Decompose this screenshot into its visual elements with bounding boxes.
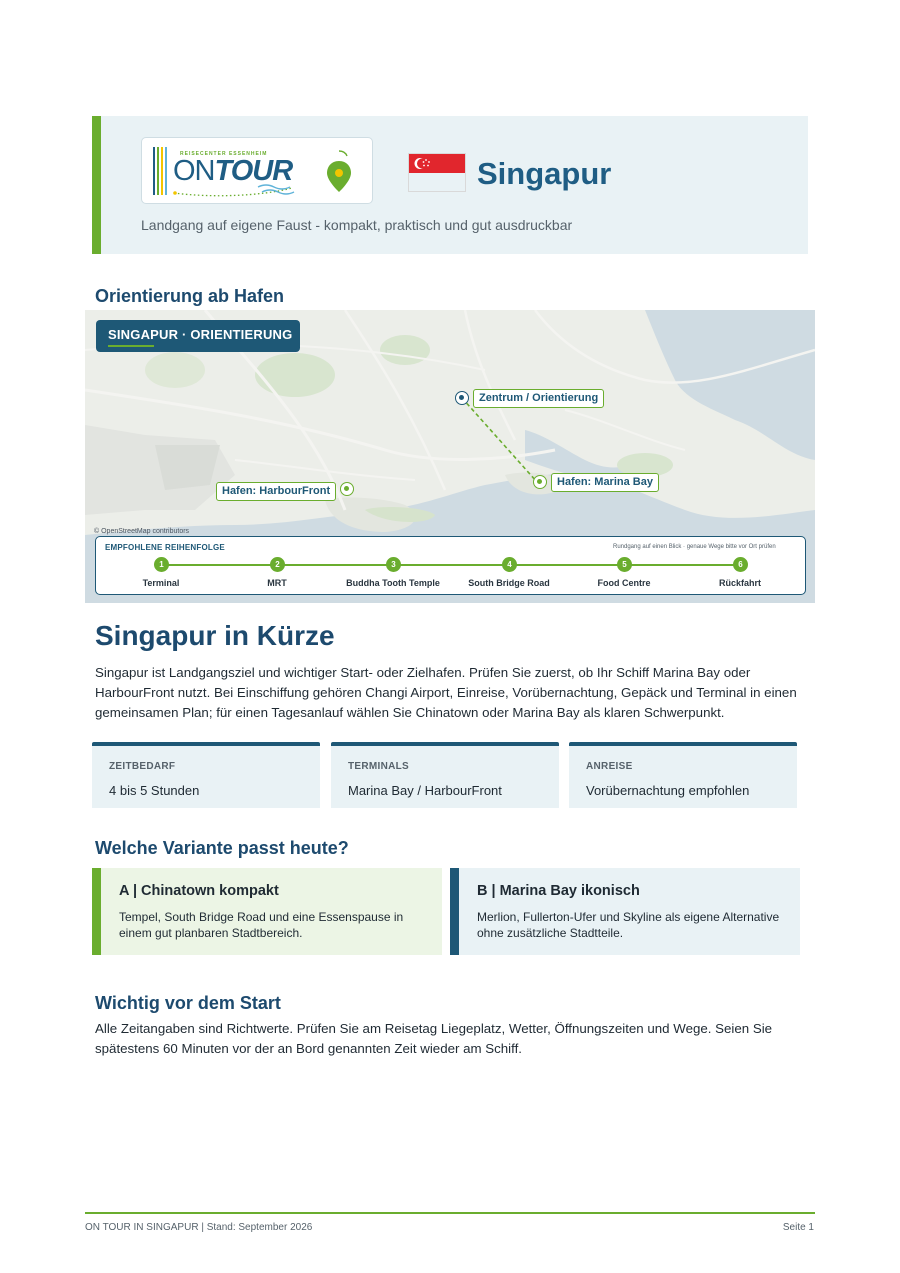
ontour-logo [141, 137, 373, 204]
route-step-label: MRT [267, 578, 287, 588]
route-step-label: Rückfahrt [718, 578, 761, 588]
map-badge-underline [108, 345, 154, 347]
map-attribution: © OpenStreetMap contributors [94, 528, 190, 535]
route-step-number: 2 [270, 557, 285, 572]
route-step-label: Food Centre [597, 578, 651, 588]
variant-b-title: B | Marina Bay ikonisch [477, 883, 640, 899]
route-step-number: 6 [733, 557, 748, 572]
fact-card-value: Vorübernachtung empfohlen [586, 783, 750, 798]
logo-wave-icon [172, 182, 322, 198]
harbourfront-marker-icon [340, 482, 354, 496]
logo-brand-on: ON [173, 155, 215, 187]
route-step-label: Terminal [142, 578, 180, 588]
page-title: Singapur [477, 156, 612, 191]
flag-crescent-stars-icon [413, 156, 435, 171]
map-label-harbourfront: Hafen: HarbourFront [216, 482, 336, 501]
route-step-label: South Bridge Road [468, 578, 550, 588]
route-steps-panel [95, 536, 806, 595]
route-title: EMPFOHLENE REIHENFOLGE [105, 543, 225, 552]
route-step-number: 3 [386, 557, 401, 572]
location-pin-icon [326, 150, 352, 194]
route-step-number: 4 [502, 557, 517, 572]
variant-a-text: Tempel, South Bridge Road und eine Essenspause in einem gut planbaren Stadtbereich. [119, 910, 404, 940]
variant-b-card [450, 868, 800, 955]
center-marker-icon [455, 391, 469, 405]
page-tagline: Landgang auf eigene Faust - kompakt, praktisch und gut ausdruckbar [141, 217, 573, 233]
route-step-number: 5 [617, 557, 632, 572]
route-hint: Rundgang auf einen Blick · genaue Wege bitte vor Ort prüfen [613, 544, 776, 550]
overview-intro: Singapur ist Landgangsziel und wichtiger Start- oder Zielhafen. Prüfen Sie zuerst, ob Ihr Schiff Marina Bay oder HarbourFront nutzt. Bei Einschiffung gehören Changi Airport, Einreise, Vorübernachtung, Gepäck und Terminal in einen gemeinsamen Plan; für einen Tagesanlauf wählen Sie Chinatown oder Marina Bay als klaren Schwerpunkt. [95, 665, 797, 720]
map-label-center: Zentrum / Orientierung [473, 389, 604, 408]
fact-card-value: 4 bis 5 Stunden [109, 783, 200, 798]
logo-stripes-icon [153, 147, 171, 195]
fact-card-label: TERMINALS [348, 761, 410, 772]
orientation-heading: Orientierung ab Hafen [95, 286, 285, 306]
variant-a-card [92, 868, 442, 955]
orientation-map [85, 310, 815, 603]
variants-heading: Welche Variante passt heute? [95, 838, 349, 858]
route-step-label: Buddha Tooth Temple [346, 578, 440, 588]
logo-small-text: REISECENTER ESSENHEIM [180, 151, 268, 157]
fact-card [331, 742, 559, 808]
fact-card [92, 742, 320, 808]
footer-divider [85, 1212, 815, 1214]
fact-card-value: Marina Bay / HarbourFront [348, 783, 502, 798]
fact-card-label: ZEITBEDARF [109, 761, 176, 772]
singapore-flag-icon [408, 153, 466, 192]
logo-brand-tour: TOUR [214, 155, 293, 187]
variant-b-text: Merlion, Fullerton-Ufer und Skyline als eigene Alternative ohne zusätzliche Stadtteile. [477, 910, 780, 940]
important-heading: Wichtig vor dem Start [95, 993, 281, 1013]
fact-card [569, 742, 797, 808]
header-panel [92, 116, 808, 254]
fact-card-label: ANREISE [586, 761, 633, 772]
map-label-marina-bay: Hafen: Marina Bay [551, 473, 659, 492]
page-number: Seite 1 [782, 1222, 814, 1233]
variant-a-title: A | Chinatown kompakt [119, 883, 279, 899]
footer-text: ON TOUR IN SINGAPUR | Stand: September 2026 [85, 1222, 313, 1233]
marina-bay-marker-icon [533, 475, 547, 489]
route-line [162, 564, 741, 566]
route-step-number: 1 [154, 557, 169, 572]
overview-heading: Singapur in Kürze [95, 620, 335, 651]
map-badge: SINGAPUR · ORIENTIERUNG [96, 320, 300, 352]
important-text: Alle Zeitangaben sind Richtwerte. Prüfen Sie am Reisetag Liegeplatz, Wetter, Öffnungszeiten und Wege. Seien Sie spätestens 60 Minuten vor der an Bord genannten Zeit wieder am Schiff. [95, 1021, 773, 1056]
